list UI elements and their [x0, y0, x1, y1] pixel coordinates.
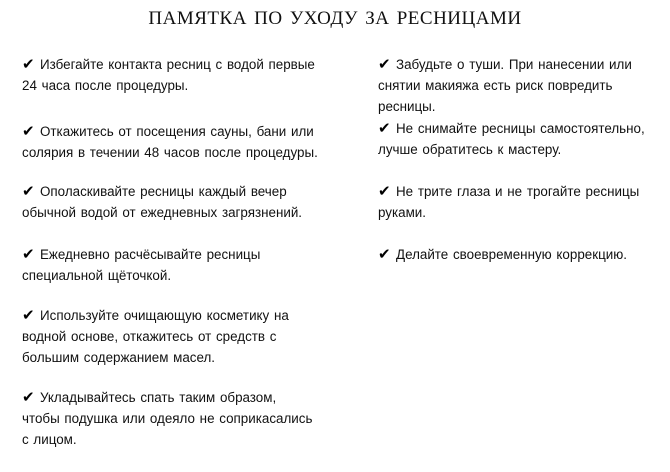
- list-item: ✔ Используйте очищающую косметику на водной основе, откажитесь от средств с большим содержанием масел.: [22, 307, 289, 365]
- list-item: ✔ Не снимайте ресницы самостоятельно, лучше обратитесь к мастеру.: [378, 120, 645, 157]
- checkmark-icon: ✔: [378, 246, 391, 263]
- checkmark-icon: ✔: [22, 183, 35, 200]
- list-item: ✔ Делайте своевременную коррекцию.: [378, 246, 627, 263]
- list-item: ✔ Ежедневно расчёсывайте ресницы специальной щёточкой.: [22, 246, 261, 283]
- checkmark-icon: ✔: [22, 123, 35, 140]
- checkmark-icon: ✔: [22, 389, 35, 406]
- list-item: ✔ Избегайте контакта ресниц с водой первые 24 часа после процедуры.: [22, 56, 315, 93]
- checkmark-icon: ✔: [378, 56, 391, 73]
- list-item: ✔ Не трите глаза и не трогайте ресницы руками.: [378, 183, 640, 220]
- page-title: памятка по уходу за ресницами: [148, 0, 522, 30]
- checkmark-icon: ✔: [378, 183, 391, 200]
- list-item: ✔ Укладывайтесь спать таким образом, чтобы подушка или одеяло не соприкасались с лицом.: [22, 389, 313, 447]
- list-item: ✔ Ополаскивайте ресницы каждый вечер обычной водой от ежедневных загрязнений.: [22, 183, 303, 220]
- list-item: ✔ Откажитесь от посещения сауны, бани или солярия в течении 48 часов после процедуры.: [22, 123, 318, 160]
- checkmark-icon: ✔: [378, 120, 391, 137]
- checkmark-icon: ✔: [22, 307, 35, 324]
- list-item: ✔ Забудьте о туши. При нанесении или снятии макияжа есть риск повредить ресницы.: [378, 56, 632, 114]
- checkmark-icon: ✔: [22, 246, 35, 263]
- checkmark-icon: ✔: [22, 56, 35, 73]
